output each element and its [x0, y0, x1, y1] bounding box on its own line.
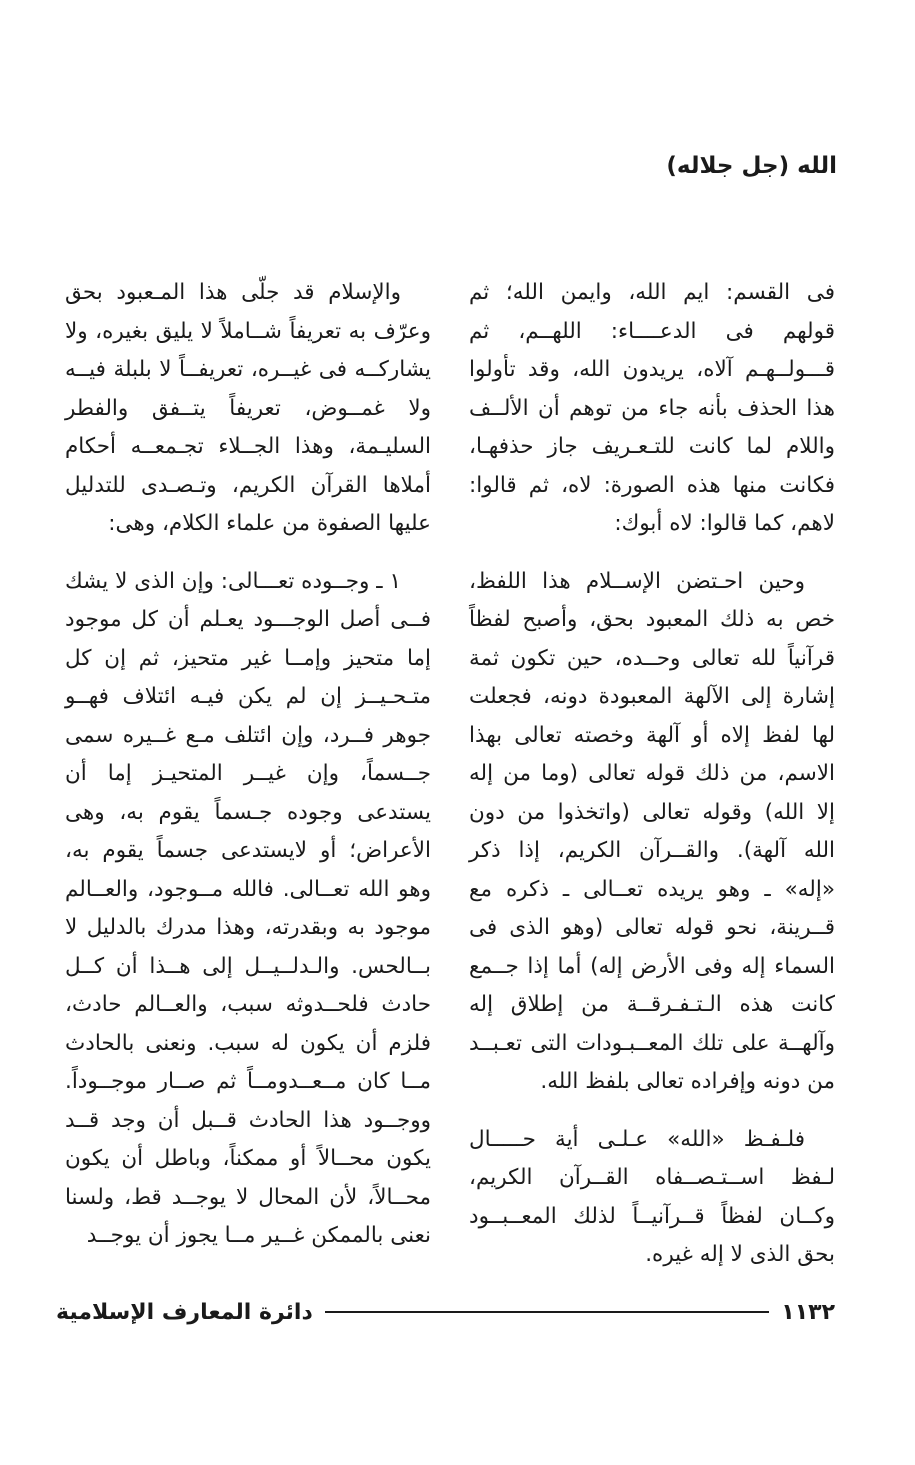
page-footer [56, 1295, 835, 1329]
running-header: الله (جل جلاله) [666, 153, 837, 179]
left-paragraph-2: ١ ـ وجــوده تعـــالى: وإن الذى لا يشك فــى أصل الوجـــود يعـلم أن كل موجود إما متحيز وإمــا غير متحيز، ثم إن كل متـحـيــز إن لم يكن فيـه ائتلاف فهــو جوهر فــرد، وإن ائتلف مـع غــيره سمى جــسماً، وإن غيــر المتحيـز إما أن يستدعى وجوده جـسماً يقوم به، وهى الأعراض؛ أو لايستدعى جسماً يقوم به، وهو الله تعــالى. فالله مــوجود، والعــالم موجود به وبقدرته، وهذا مدرك بالدليل لا بــالحس. والـدلــيــل إلى هــذا أن كــل حادث فلحــدوثه سبب، والعــالم حادث، فلزم أن يكون له سبب. ونعنى بالحادث مــا كان مــعــدومــاً ثم صــار موجــوداً. ووجــود هذا الحادث قــبل أن وجد قــد يكون محــالاً أو ممكناً، وباطل أن يكون محــالاً، لأن المحال لا يوجــد قط، ولسنا نعنى بالممكن غــير مــا يجوز أن يوجــد [65, 568, 431, 1248]
right-paragraph-1: فى القسم: ايم الله، وايمن الله؛ ثم قولهم فى الدعــــاء: اللهــم، ثم قـــولــهـم آلاه، يريدون الله، وقد تأولوا هذا الحذف بأنه جاء من توهم أن الألــف واللام لما كانت للتـعـريف جاز حذفهـا، فكانت منها هذه الصورة: لاه، ثم قالوا: لاهم، كما قالوا: لاه أبوك: [469, 280, 835, 536]
publication-title: دائرة المعارف الإسلامية [56, 1299, 313, 1325]
right-column [469, 274, 835, 1275]
right-paragraph-3: فلـفـظ «الله» عـلـى أية حـــــال لـفظ اســتـصــفاه القــرآن الكريم، وكــان لفظاً قــرآنيــاً لذلك المعــبــود بحق الذى لا إله غيره. [469, 1126, 835, 1267]
page-number: ١١٣٢ [781, 1299, 835, 1325]
footer-rule [325, 1311, 770, 1313]
left-paragraph-1: والإسلام قد جلّى هذا المـعبود بحق وعرّف به تعريفاً شــاملاً لا يليق بغيره، ولا يشاركــه فى غيــره، تعريفــاً لا بلبلة فيــه ولا غمــوض، تعريفاً يتــفق والفطر السليـمة، وهذا الجــلاء تجـمعــه أحكام أملاها القرآن الكريم، وتـصـدى للتدليل عليها الصفوة من علماء الكلام، وهى: [65, 280, 431, 536]
left-column [65, 274, 431, 1256]
right-paragraph-2: وحين احـتضن الإســلام هذا اللفظ، خص به ذلك المعبود بحق، وأصبح لفظاً قرآنياً لله تعالى وحــده، حين تكون ثمة إشارة إلى الآلهة المعبودة دونه، فجعلت لها لفظ إلاه أو آلهة وخصته تعالى بهذا الاسم، من ذلك قوله تعالى (وما من إله إلا الله) وقوله تعالى (واتخذوا من دون الله آلهة). والقــرآن الكريم، إذا ذكر «إله» ـ وهو يريده تعــالى ـ ذكره مع قــرينة، نحو قوله تعالى (وهو الذى فى السماء إله وفى الأرض إله) أما إذا جــمع كانت هذه الـتـفـرقــة من إطلاق إله وآلهــة على تلك المعــبـودات التى تعـبــد من دونه وإفراده تعالى بلفظ الله. [469, 568, 835, 1094]
